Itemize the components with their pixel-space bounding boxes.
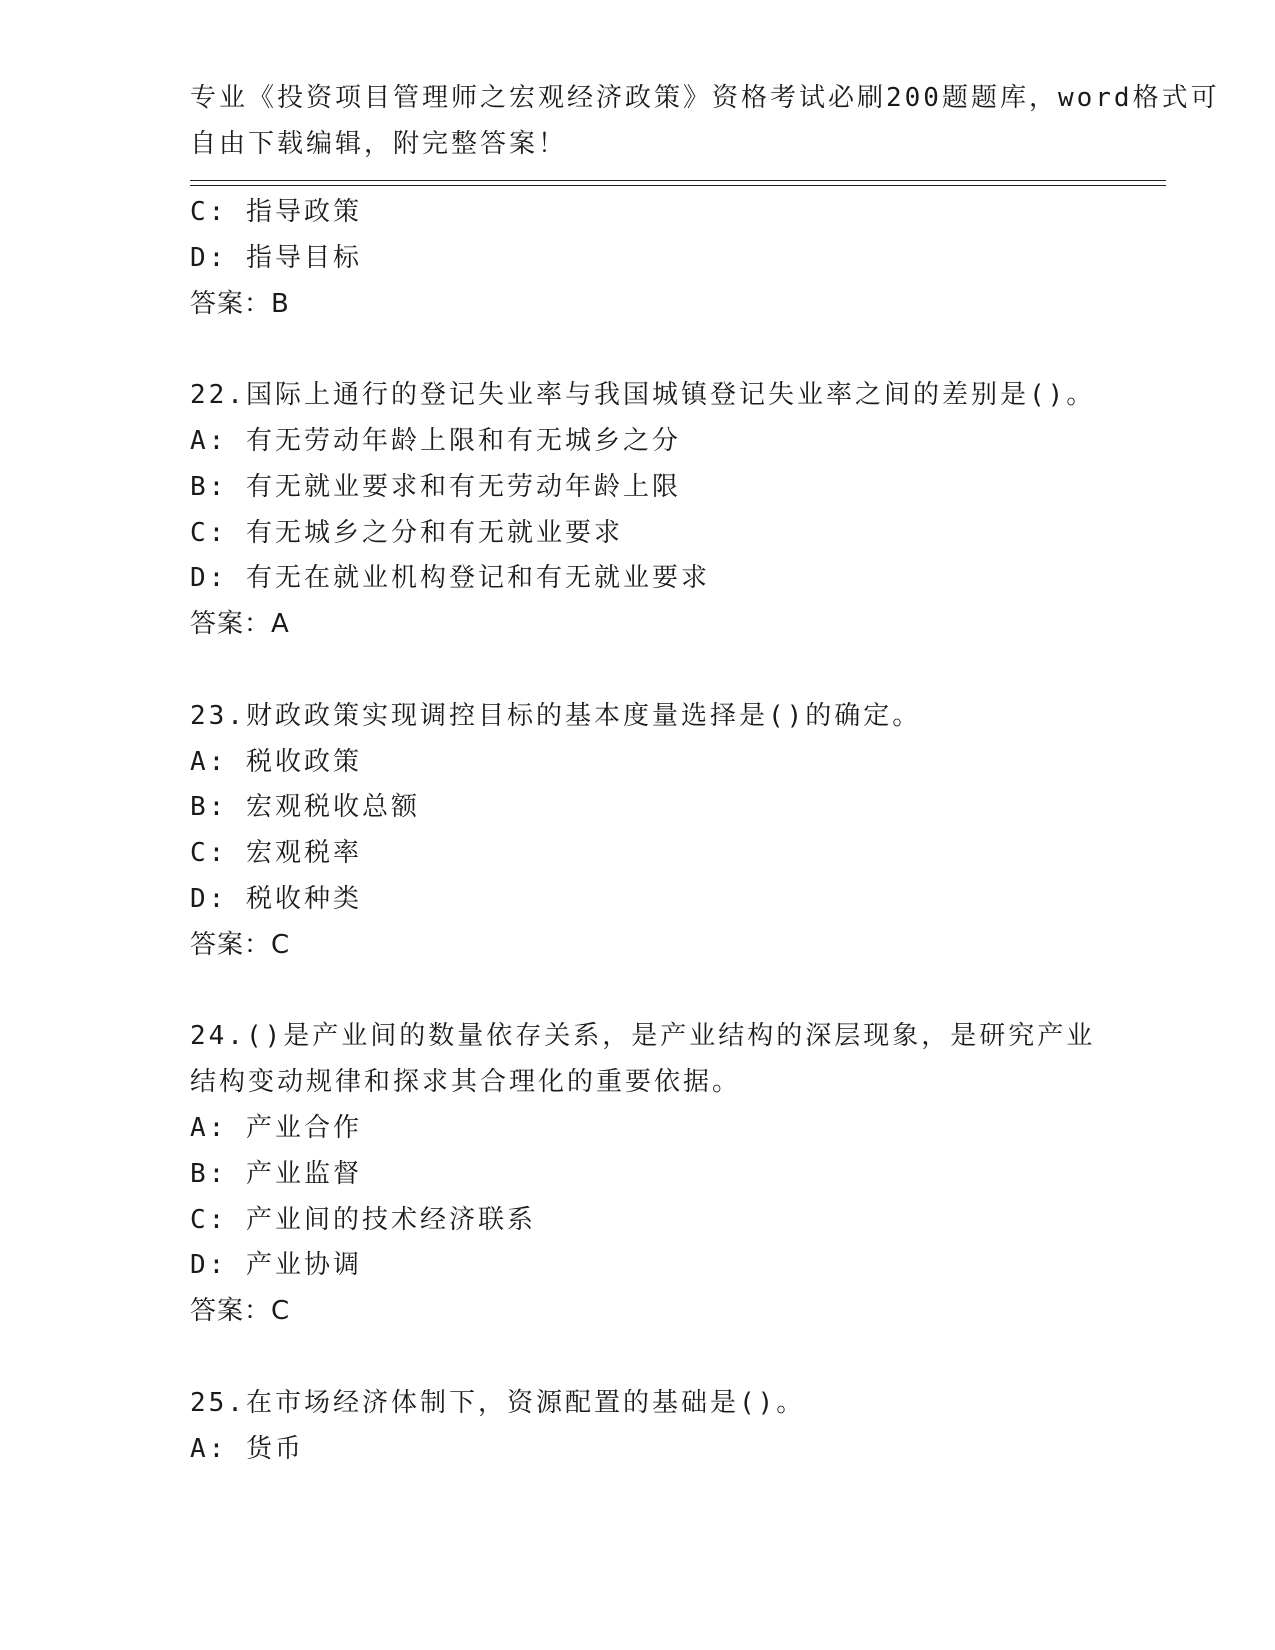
answer-option: A: 有无劳动年龄上限和有无城乡之分 — [190, 425, 681, 456]
answer-option: D: 指导目标 — [190, 242, 362, 273]
question-list — [190, 190, 1170, 1472]
answer-option: B: 产业监督 — [190, 1158, 362, 1189]
question-text: 23.财政政策实现调控目标的基本度量选择是()的确定。 — [190, 700, 922, 731]
question-text: 结构变动规律和探求其合理化的重要依据。 — [190, 1067, 742, 1098]
answer-option: A: 税收政策 — [190, 746, 362, 777]
spacer — [190, 327, 1170, 373]
answer-option: B: 有无就业要求和有无劳动年龄上限 — [190, 471, 681, 502]
document-header — [190, 76, 1220, 168]
question-text: 24.()是产业间的数量依存关系，是产业结构的深层现象，是研究产业 — [190, 1021, 1096, 1052]
answer-option: A: 货币 — [190, 1433, 304, 1464]
answer-key: 答案：A — [190, 609, 290, 640]
answer-option: C: 有无城乡之分和有无就业要求 — [190, 517, 623, 548]
spacer — [190, 969, 1170, 1015]
spacer — [190, 648, 1170, 694]
answer-option: C: 产业间的技术经济联系 — [190, 1204, 536, 1235]
spacer — [190, 1335, 1170, 1381]
answer-key: 答案：C — [190, 929, 291, 960]
header-divider-top — [190, 180, 1166, 181]
answer-option: D: 产业协调 — [190, 1250, 362, 1281]
answer-option: D: 税收种类 — [190, 883, 362, 914]
answer-option: D: 有无在就业机构登记和有无就业要求 — [190, 563, 710, 594]
header-line-2: 自由下载编辑，附完整答案！ — [190, 128, 568, 159]
header-divider-bottom — [190, 185, 1166, 186]
header-line-1: 专业《投资项目管理师之宏观经济政策》资格考试必刷200题题库，word格式可 — [190, 83, 1220, 113]
answer-option: B: 宏观税收总额 — [190, 792, 420, 823]
answer-key: 答案：C — [190, 1296, 291, 1327]
answer-option: C: 指导政策 — [190, 197, 362, 227]
answer-key: 答案：B — [190, 288, 290, 319]
answer-option: A: 产业合作 — [190, 1112, 362, 1143]
question-text: 22.国际上通行的登记失业率与我国城镇登记失业率之间的差别是()。 — [190, 380, 1096, 411]
answer-option: C: 宏观税率 — [190, 838, 362, 869]
question-text: 25.在市场经济体制下，资源配置的基础是()。 — [190, 1387, 806, 1418]
